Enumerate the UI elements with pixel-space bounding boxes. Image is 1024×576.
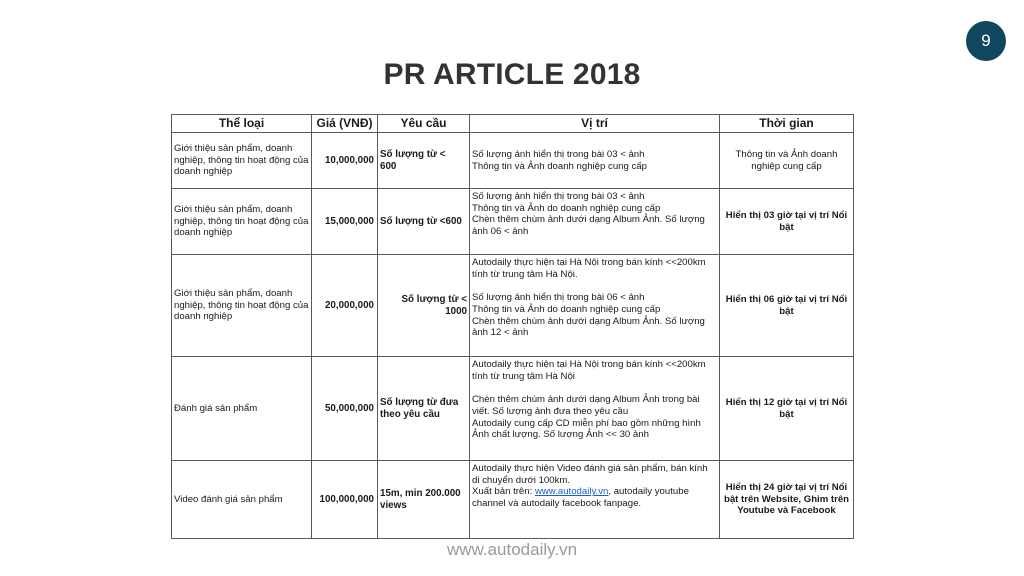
cell-requirement: Số lượng từ đưa theo yêu cầu xyxy=(378,357,470,461)
cell-requirement: Số lượng từ < 1000 xyxy=(378,255,470,357)
cell-requirement: 15m, min 200.000 views xyxy=(378,461,470,539)
cell-position: Số lượng ảnh hiển thị trong bài 03 < ảnh Thông tin và Ảnh do doanh nghiệp cung cấp Chèn thêm chùm ảnh dưới dạng Album Ảnh. Số lượng ảnh 06 < ảnh xyxy=(470,189,720,255)
cell-time: Hiển thị 06 giờ tại vị trí Nổi bật xyxy=(720,255,854,357)
header-price: Giá (VNĐ) xyxy=(312,115,378,133)
cell-price: 20,000,000 xyxy=(312,255,378,357)
cell-position: Số lượng ảnh hiển thị trong bài 03 < ảnh Thông tin và Ảnh doanh nghiệp cung cấp xyxy=(470,133,720,189)
table-row xyxy=(172,133,854,189)
table-row xyxy=(172,357,854,461)
table-row xyxy=(172,255,854,357)
cell-time: Thông tin và Ảnh doanh nghiệp cung cấp xyxy=(720,133,854,189)
table-header-row xyxy=(172,115,854,133)
cell-price: 15,000,000 xyxy=(312,189,378,255)
header-category: Thể loại xyxy=(172,115,312,133)
position-text-before-link: Autodaily thực hiện Video đánh giá sản phẩm, bán kính di chuyển dưới 100km. Xuất bản trên: xyxy=(472,463,708,498)
position-text-after-link: , autodaily youtube channel và autodaily facebook fanpage. xyxy=(472,486,689,510)
cell-category: Video đánh giá sản phẩm xyxy=(172,461,312,539)
page-number-badge: 9 xyxy=(966,21,1006,61)
footer-website: www.autodaily.vn xyxy=(446,540,578,559)
cell-category: Giới thiệu sản phẩm, doanh nghiệp, thông tin hoạt động của doanh nghiệp xyxy=(172,255,312,357)
header-requirement: Yêu cầu xyxy=(378,115,470,133)
table-row xyxy=(172,189,854,255)
cell-requirement: Số lượng từ < 600 xyxy=(378,133,470,189)
cell-category: Đánh giá sản phẩm xyxy=(172,357,312,461)
cell-position xyxy=(470,461,720,539)
header-position: Vị trí xyxy=(470,115,720,133)
cell-price: 50,000,000 xyxy=(312,357,378,461)
cell-position: Autodaily thực hiện tại Hà Nội trong bán kính <<200km tính từ trung tâm Hà Nội. Số lượng ảnh hiển thị trong bài 06 < ảnh Thông tin và Ảnh do doanh nghiệp cung cấp Chèn thêm chùm ảnh dưới dạng Album Ảnh. Số lượng ảnh 12 < ảnh xyxy=(470,255,720,357)
cell-category: Giới thiệu sản phẩm, doanh nghiệp, thông tin hoạt động của doanh nghiệp xyxy=(172,133,312,189)
pricing-table xyxy=(171,114,854,539)
cell-price: 100,000,000 xyxy=(312,461,378,539)
cell-requirement: Số lượng từ <600 xyxy=(378,189,470,255)
cell-time: Hiển thị 12 giờ tại vị trí Nổi bật xyxy=(720,357,854,461)
table-row xyxy=(172,461,854,539)
page-title: PR ARTICLE 2018 xyxy=(383,58,641,91)
cell-position: Autodaily thực hiện tại Hà Nội trong bán kính <<200km tính từ trung tâm Hà Nội Chèn thêm chùm ảnh dưới dạng Album Ảnh trong bài viết. Số lượng ảnh đưa theo yêu cầu Autodaily cung cấp CD miễn phí bao gồm những hình Ảnh chất lượng. Số lượng Ảnh << 30 ảnh xyxy=(470,357,720,461)
cell-time: Hiển thị 24 giờ tại vị trí Nổi bật trên Website, Ghim trên Youtube và Facebook xyxy=(720,461,854,539)
cell-price: 10,000,000 xyxy=(312,133,378,189)
cell-time: Hiển thị 03 giờ tại vị trí Nổi bật xyxy=(720,189,854,255)
cell-category: Giới thiệu sản phẩm, doanh nghiệp, thông tin hoạt động của doanh nghiệp xyxy=(172,189,312,255)
autodaily-website-link[interactable]: www.autodaily.vn xyxy=(534,486,609,498)
header-time: Thời gian xyxy=(720,115,854,133)
